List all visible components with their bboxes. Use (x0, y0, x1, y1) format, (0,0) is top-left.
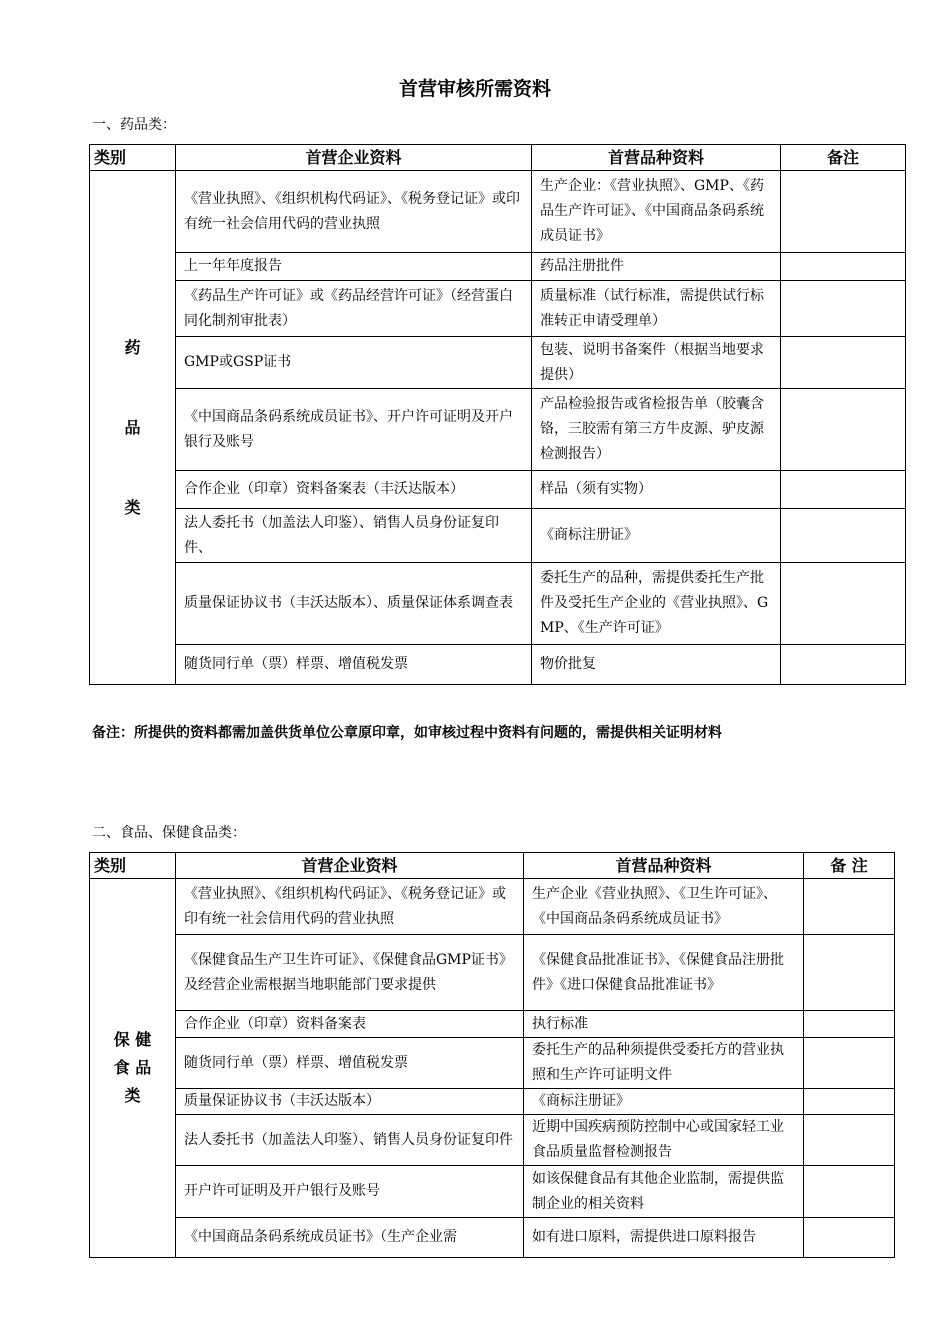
remark-cell (804, 1115, 895, 1166)
header-product-docs: 首营品种资料 (524, 853, 804, 879)
table-row (90, 171, 906, 253)
table-row (90, 281, 906, 337)
product-doc-cell: 委托生产的品种须提供受委托方的营业执照和生产许可证明文件 (524, 1038, 804, 1089)
remark-cell (804, 1011, 895, 1038)
company-doc-cell: 法人委托书（加盖法人印鉴）、销售人员身份证复印件 (176, 1115, 524, 1166)
product-doc-cell: 生产企业：《营业执照》、GMP、《药品生产许可证》、《中国商品条码系统成员证书》 (532, 171, 781, 253)
remark-cell (804, 1089, 895, 1115)
table-row (90, 563, 906, 645)
company-doc-cell: 《营业执照》、《组织机构代码证》、《税务登记证》或印有统一社会信用代码的营业执照 (176, 171, 532, 253)
product-doc-cell: 如该保健食品有其他企业监制，需提供监制企业的相关资料 (524, 1166, 804, 1218)
table-row (90, 337, 906, 389)
section-heading-drugs: 一、药品类： (92, 117, 176, 133)
remark-cell (804, 935, 895, 1011)
company-doc-cell: 合作企业（印章）资料备案表 (176, 1011, 524, 1038)
product-doc-cell: 包装、说明书备案件（根据当地要求提供） (532, 337, 781, 389)
product-doc-cell: 近期中国疾病预防控制中心或国家轻工业食品质量监督检测报告 (524, 1115, 804, 1166)
table-row (90, 509, 906, 563)
header-product-docs: 首营品种资料 (532, 145, 781, 171)
remark-cell (781, 281, 906, 337)
product-doc-cell: 执行标准 (524, 1011, 804, 1038)
product-doc-cell: 样品（须有实物） (532, 471, 781, 509)
company-doc-cell: 开户许可证明及开户银行及账号 (176, 1166, 524, 1218)
remark-cell (781, 171, 906, 253)
remark-cell (804, 879, 895, 935)
company-doc-cell: 《药品生产许可证》或《药品经营许可证》（经营蛋白同化制剂审批表） (176, 281, 532, 337)
company-doc-cell: 随货同行单（票）样票、增值税发票 (176, 645, 532, 685)
table-row (90, 645, 906, 685)
table-row (90, 471, 906, 509)
header-company-docs: 首营企业资料 (176, 853, 524, 879)
table-row (90, 253, 906, 281)
product-doc-cell: 委托生产的品种，需提供委托生产批件及受托生产企业的《营业执照》、GMP、《生产许可证》 (532, 563, 781, 645)
table-row (90, 1115, 895, 1166)
table-row (90, 1089, 895, 1115)
header-category: 类别 (90, 853, 176, 879)
company-doc-cell: 《中国商品条码系统成员证书》、开户许可证明及开户银行及账号 (176, 389, 532, 471)
page-title: 首营审核所需资料 (398, 78, 551, 100)
drug-requirements-table (89, 144, 906, 685)
category-cell: 药 品 类 (90, 171, 176, 685)
table-row (90, 389, 906, 471)
table-row (90, 879, 895, 935)
company-doc-cell: 《保健食品生产卫生许可证》、《保健食品GMP证书》及经营企业需根据当地职能部门要求提供 (176, 935, 524, 1011)
company-doc-cell: 上一年年度报告 (176, 253, 532, 281)
company-doc-cell: 质量保证协议书（丰沃达版本） (176, 1089, 524, 1115)
company-doc-cell: 法人委托书（加盖法人印鉴）、销售人员身份证复印件、 (176, 509, 532, 563)
product-doc-cell: 药品注册批件 (532, 253, 781, 281)
company-doc-cell: 《中国商品条码系统成员证书》（生产企业需 (176, 1218, 524, 1258)
table-row (90, 1166, 895, 1218)
table-row (90, 1038, 895, 1089)
product-doc-cell: 《商标注册证》 (532, 509, 781, 563)
remark-cell (781, 645, 906, 685)
product-doc-cell: 生产企业《营业执照》、《卫生许可证》、《中国商品条码系统成员证书》 (524, 879, 804, 935)
company-doc-cell: 合作企业（印章）资料备案表（丰沃达版本） (176, 471, 532, 509)
section-heading-food: 二、食品、保健食品类： (92, 825, 246, 841)
company-doc-cell: GMP或GSP证书 (176, 337, 532, 389)
company-doc-cell: 《营业执照》、《组织机构代码证》、《税务登记证》或印有统一社会信用代码的营业执照 (176, 879, 524, 935)
remark-cell (781, 253, 906, 281)
product-doc-cell: 物价批复 (532, 645, 781, 685)
remark-cell (781, 471, 906, 509)
remark-cell (781, 509, 906, 563)
product-doc-cell: 产品检验报告或省检报告单（胶囊含铬，三胶需有第三方牛皮源、驴皮源检测报告） (532, 389, 781, 471)
company-doc-cell: 质量保证协议书（丰沃达版本）、质量保证体系调查表 (176, 563, 532, 645)
company-doc-cell: 随货同行单（票）样票、增值税发票 (176, 1038, 524, 1089)
product-doc-cell: 《商标注册证》 (524, 1089, 804, 1115)
remark-cell (781, 389, 906, 471)
table-row (90, 935, 895, 1011)
remark-cell (804, 1166, 895, 1218)
header-company-docs: 首营企业资料 (176, 145, 532, 171)
product-doc-cell: 如有进口原料，需提供进口原料报告 (524, 1218, 804, 1258)
remark-cell (804, 1218, 895, 1258)
remark-cell (781, 563, 906, 645)
header-remark: 备 注 (804, 853, 895, 879)
footnote: 备注：所提供的资料都需加盖供货单位公章原印章，如审核过程中资料有问题的，需提供相关证明材料 (92, 725, 722, 741)
header-category: 类别 (90, 145, 176, 171)
category-cell: 保 健 食 品 类 (90, 879, 176, 1258)
remark-cell (781, 337, 906, 389)
remark-cell (804, 1038, 895, 1089)
product-doc-cell: 《保健食品批准证书》、《保健食品注册批件》《进口保健食品批准证书》 (524, 935, 804, 1011)
table-row (90, 1218, 895, 1258)
header-remark: 备注 (781, 145, 906, 171)
table-row (90, 1011, 895, 1038)
food-requirements-table (89, 852, 895, 1258)
product-doc-cell: 质量标准（试行标准，需提供试行标准转正申请受理单） (532, 281, 781, 337)
